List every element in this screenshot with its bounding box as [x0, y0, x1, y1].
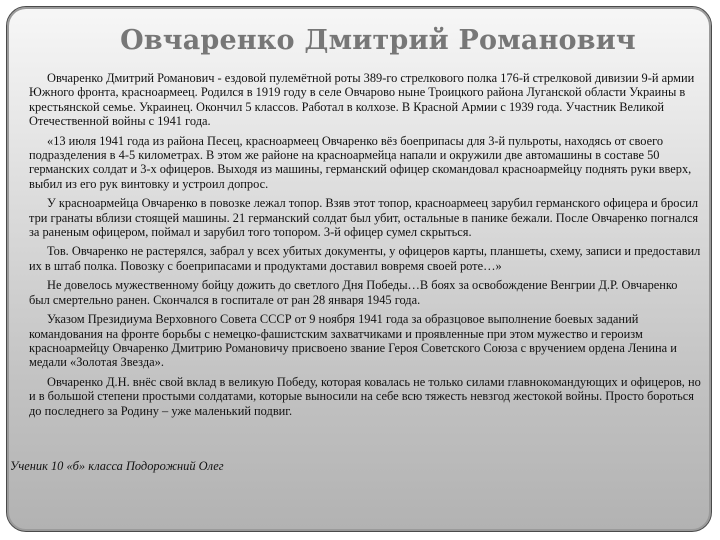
paragraph-death: Не довелось мужественному бойцу дожить до светлого Дня Победы…В боях за освобождение Венгрии Д.Р. Овчаренко был смертельно ранен. Скончался в госпитале от ран 28 января 1945 года. — [29, 278, 678, 307]
author-signature: Ученик 10 «б» класса Подорожний Олег — [10, 459, 224, 473]
paragraph-conclusion: Овчаренко Д.Н. внёс свой вклад в великую Победу, которая ковалась не только силами главнокомандующих и офицеров, но и в большой степени простыми солдатами, которые выносили на себе всю тяжесть невзгод жестокой войны. Просто бороться до последнего за Родину – уже маленький подвиг. — [29, 374, 701, 418]
paragraph-biography: Овчаренко Дмитрий Романович - ездовой пулемётной роты 389-го стрелкового полка 176-й стрелковой дивизии 9-й армии Южного фронта, красноармеец. Родился в 1919 году в селе Овчарово ныне Троицкого района Луганской области Украины в крестьянской семье. Украинец. Окончил 5 классов. Работал в колхозе. В Красной Армии с 1939 года. Участник Великой Отечественной войны с 1941 года. — [29, 71, 695, 129]
paragraph-award: Указом Президиума Верховного Совета СССР от 9 ноября 1941 года за образцовое выполнение боевых заданий командования на фронте борьбы с немецко-фашистским захватчиками и проявленные при этом мужество и героизм красноармейцу Овчаренко Дмитрию Романовичу присвоено звание Героя Советского Союза с вручением ордена Ленина и медали «Золотая Звезда». — [29, 312, 677, 370]
content-panel — [6, 6, 712, 532]
article-body — [29, 71, 701, 423]
paragraph-axe-attack: У красноармейца Овчаренко в повозке лежал топор. Взяв этот топор, красноармеец зарубил германского офицера и бросил три гранаты вблизи стоящей машины. 21 германский солдат был убит, остальные в панике бежали. После Овчаренко погнался за раненым офицером, поймал и зарубил того топором. 3-й офицер сумел скрыться. — [29, 196, 699, 240]
paragraph-battle-account: «13 июля 1941 года из района Песец, красноармеец Овчаренко вёз боеприпасы для 3-й пульроты, находясь от своего подразделения в 4-5 километрах. В этом же районе на красноармейца напали и окружили две автомашины в составе 50 германских солдат и 3-х офицеров. Выходя из машины, германский офицер скомандовал красноармейцу поднять руки вверх, выбил из его рук винтовку и устроил допрос. — [29, 133, 692, 191]
slide-title: Овчаренко Дмитрий Романович — [120, 25, 636, 56]
paragraph-documents: Тов. Овчаренко не растерялся, забрал у всех убитых документы, у офицеров карты, планшеты, схему, записи и предоставил их в штаб полка. Повозку с боеприпасами и продуктами доставил вовремя своей роте…» — [29, 244, 701, 273]
